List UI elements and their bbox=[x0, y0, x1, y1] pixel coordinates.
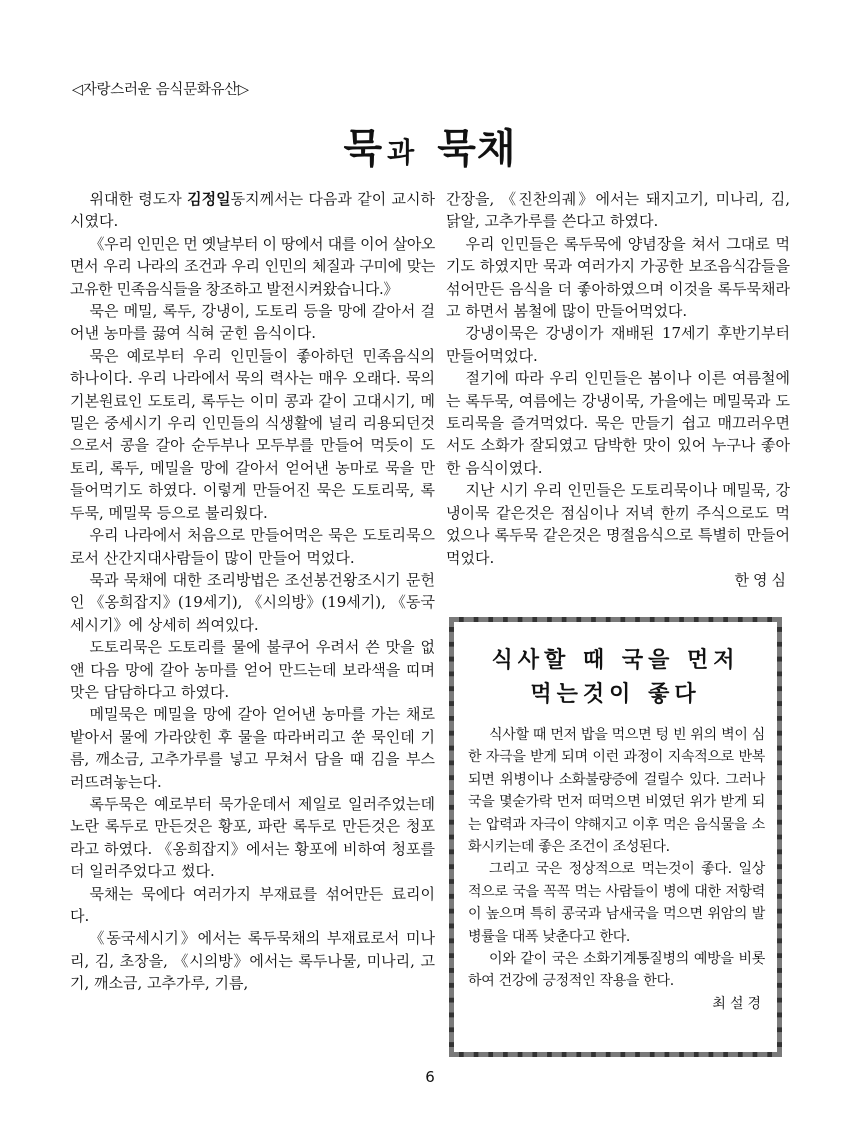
body-paragraph: 지난 시기 우리 인민들은 도토리묵이나 메밀묵, 강냉이묵 같은것은 점심이나 저녁 한끼 주식으로도 먹었으나 록두묵 같은것은 명절음식으로 특별히 만들어먹었다. bbox=[446, 481, 790, 567]
sidebar-box-title bbox=[454, 644, 777, 712]
article-author: 한영심 bbox=[734, 570, 790, 589]
sidebar-paragraph: 식사할 때 먼저 밥을 먹으면 텅 빈 위의 벽이 심한 자극을 받게 되며 이런 과정이 지속적으로 반복되면 위병이나 소화불량증에 걸릴수 있다. 그러나 국을 몇숟가락 먼저 떠먹으면 비였던 위가 받게 되는 압력과 자극이 약해지고 이후 먹은 음식물을 소화시키는데 좋은 조건이 조성된다. bbox=[468, 727, 765, 856]
title-part2: 묵채 bbox=[437, 126, 517, 172]
body-paragraph: 록두묵은 예로부터 묵가운데서 제일로 일러주었는데 노란 록두로 만든것은 황포, 파란 록두로 만든것은 청포라고 하였다. 《옹희잡지》에서는 황포에 비하여 청포를 더 일러주었다고 썼다. bbox=[70, 794, 435, 881]
sidebar-author: 최설경 bbox=[712, 995, 765, 1012]
title-conjunction: 과 bbox=[387, 136, 416, 169]
intro-text: 위대한 령도자 bbox=[89, 190, 188, 208]
body-paragraph: 묵채는 묵에다 여러가지 부재료를 섞어만든 료리이다. bbox=[70, 884, 435, 925]
right-column bbox=[446, 188, 790, 591]
body-paragraph: 도토리묵은 도토리를 물에 불쿠어 우려서 쓴 맛을 없앤 다음 망에 갈아 농마를 얻어 만드는데 보라색을 띠며 맛은 담담하다고 하였다. bbox=[70, 638, 435, 701]
body-paragraph: 묵과 묵채에 대한 조리방법은 조선봉건왕조시기 문헌인 《옹희잡지》(19세기), 《시의방》(19세기), 《동국세시기》에 상세히 씌여있다. bbox=[70, 570, 435, 634]
continuation-paragraph: 간장을, 《진찬의궤》에서는 돼지고기, 미나리, 김, 닭알, 고추가루를 쓴다고 하였다. bbox=[446, 190, 790, 231]
left-column bbox=[70, 188, 435, 995]
sidebar-paragraph: 이와 같이 국은 소화기계통질병의 예방을 비롯하여 건강에 긍정적인 작용을 한다. bbox=[468, 951, 765, 990]
sidebar-box bbox=[449, 617, 782, 1057]
body-paragraph: 우리 나라에서 처음으로 만들어먹은 묵은 도토리묵으로서 산간지대사람들이 많이 만들어 먹었다. bbox=[70, 526, 435, 567]
body-paragraph: 《동국세시기》에서는 록두묵채의 부재료로서 미나리, 김, 초장을, 《시의방》에서는 록두나물, 미나리, 고기, 깨소금, 고추가루, 기름, bbox=[70, 929, 435, 993]
page-title bbox=[0, 117, 860, 174]
body-paragraph: 절기에 따라 우리 인민들은 봄이나 이른 여름철에는 록두묵, 여름에는 강냉이묵, 가을에는 메밀묵과 도토리묵을 즐겨먹었다. 묵은 만들기 쉽고 매끄러우면서도 소화가 잘되였고 담박한 맛이 있어 누구나 좋아한 음식이였다. bbox=[446, 369, 790, 477]
body-paragraph: 우리 인민들은 록두묵에 양념장을 쳐서 그대로 먹기도 하였지만 묵과 여러가지 가공한 보조음식감들을 섞어만든 음식을 더 좋아하였으며 이것을 록두묵채라고 하면서 봄철에 많이 만들어먹었다. bbox=[446, 234, 790, 321]
body-paragraph: 강냉이묵은 강냉이가 재배된 17세기 후반기부터 만들어먹었다. bbox=[446, 324, 790, 365]
sidebar-box-body bbox=[468, 724, 765, 1015]
sidebar-paragraph: 그리고 국은 정상적으로 먹는것이 좋다. 일상적으로 국을 꼭꼭 먹는 사람들이 병에 대한 저항력이 높으며 특히 콩국과 남새국을 먹으면 위암의 발병률을 대폭 낮춘다고 한다. bbox=[468, 861, 765, 945]
body-paragraph: 묵은 예로부터 우리 인민들이 좋아하던 민족음식의 하나이다. 우리 나라에서 묵의 력사는 매우 오래다. 묵의 기본원료인 도토리, 록두는 이미 콩과 같이 고대시기, 메밀은 중세시기 우리 인민들의 식생활에 널리 리용되던것으로서 콩을 갈아 순두부나 모두부를 만들어 먹듯이 도토리, 록두, 메밀을 망에 갈아서 얻어낸 농마로 묵을 만들어먹기도 하였다. 이렇게 만들어진 묵은 도토리묵, 록두묵, 메밀묵 등으로 불리웠다. bbox=[70, 346, 435, 522]
intro-paragraph bbox=[70, 188, 435, 233]
body-paragraph: 묵은 메밀, 록두, 강냉이, 도토리 등을 망에 갈아서 걸어낸 농마를 끓여 식혀 굳힌 음식이다. bbox=[70, 302, 435, 343]
intro-text-end: 동지께서는 다음과 같이 교시하시였다. bbox=[70, 190, 435, 231]
page-number: 6 bbox=[425, 1068, 435, 1086]
leader-name: 김정일 bbox=[187, 190, 231, 208]
series-label: ◁자랑스러운 음식문화유산▷ bbox=[72, 82, 249, 98]
sidebar-title-line2: 먹는것이 좋다 bbox=[530, 682, 701, 707]
body-paragraph: 메밀묵은 메밀을 망에 갈아 얻어낸 농마를 가는 채로 밭아서 물에 가라앉힌 후 물을 따라버리고 쑨 묵인데 기름, 깨소금, 고추가루를 넣고 무쳐서 담을 때 김을 부스러뜨려놓는다. bbox=[70, 705, 435, 791]
sidebar-title-line1: 식사할 때 국을 먼저 bbox=[491, 648, 740, 673]
title-part1: 묵 bbox=[343, 126, 384, 172]
quote-paragraph: 《우리 인민은 먼 옛날부터 이 땅에서 대를 이어 살아오면서 우리 나라의 조건과 우리 인민의 체질과 구미에 맞는 고유한 민족음식들을 창조하고 발전시켜왔습니다.》 bbox=[70, 234, 435, 298]
